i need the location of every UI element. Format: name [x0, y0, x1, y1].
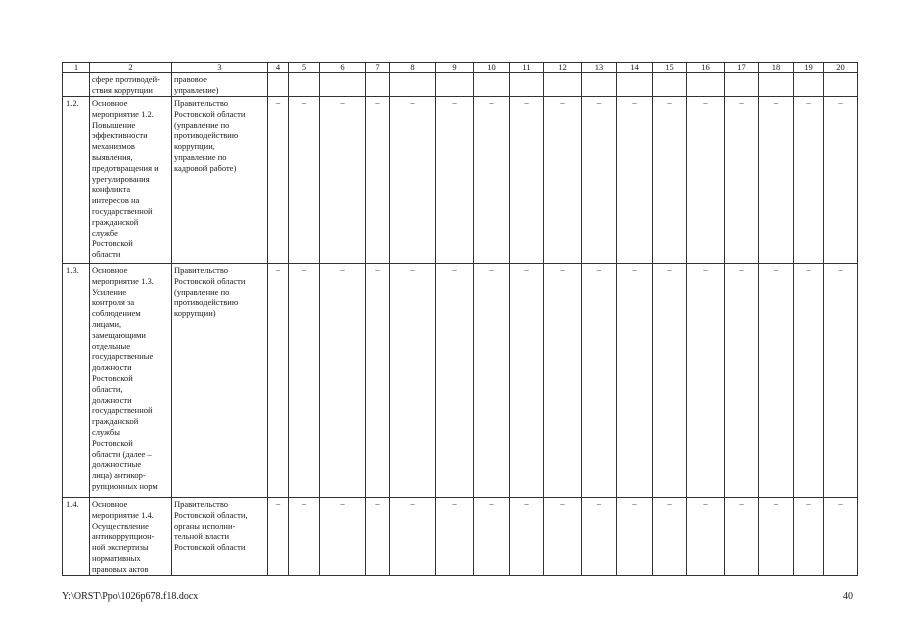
header-cell: 10 [474, 63, 510, 73]
value-cell [582, 73, 617, 97]
value-cell: – [725, 97, 759, 264]
executor-cell: Правительство Ростовской области, органы исполни- тельной власти Ростовской области [172, 498, 268, 576]
value-cell: – [544, 264, 582, 498]
row-number-cell: 1.4. [63, 498, 90, 576]
value-cell: – [582, 264, 617, 498]
header-cell: 9 [436, 63, 474, 73]
value-cell: – [687, 97, 725, 264]
value-cell: – [474, 498, 510, 576]
value-cell [653, 73, 687, 97]
header-cell: 11 [510, 63, 544, 73]
value-cell: – [268, 498, 289, 576]
value-cell: – [544, 97, 582, 264]
value-cell: – [824, 498, 858, 576]
value-cell: – [289, 264, 320, 498]
value-cell [474, 73, 510, 97]
row-number-cell: 1.3. [63, 264, 90, 498]
header-cell: 15 [653, 63, 687, 73]
activity-name-cell: Основное мероприятие 1.2. Повышение эффективности механизмов выявления, предотвращения и урегулирования конфликта интересов на государственной гражданской службе Ростовской области [90, 97, 172, 264]
value-cell [725, 73, 759, 97]
executor-cell: Правительство Ростовской области (управление по противодействию коррупции, управление по кадровой работе) [172, 97, 268, 264]
value-cell: – [794, 498, 824, 576]
value-cell [510, 73, 544, 97]
value-cell: – [687, 264, 725, 498]
value-cell: – [289, 97, 320, 264]
value-cell [436, 73, 474, 97]
header-cell: 6 [320, 63, 366, 73]
executor-cell: правовое управление) [172, 73, 268, 97]
column-number-header [63, 63, 858, 73]
header-cell: 1 [63, 63, 90, 73]
value-cell: – [390, 97, 436, 264]
header-cell: 14 [617, 63, 653, 73]
header-cell: 5 [289, 63, 320, 73]
row-number-cell: 1.2. [63, 97, 90, 264]
value-cell: – [794, 264, 824, 498]
value-cell: – [268, 264, 289, 498]
table-row [63, 73, 858, 97]
header-cell: 18 [759, 63, 794, 73]
value-cell: – [759, 264, 794, 498]
value-cell: – [617, 264, 653, 498]
header-cell: 4 [268, 63, 289, 73]
header-cell: 19 [794, 63, 824, 73]
value-cell [759, 73, 794, 97]
value-cell [794, 73, 824, 97]
value-cell: – [759, 498, 794, 576]
value-cell: – [474, 264, 510, 498]
value-cell [687, 73, 725, 97]
header-cell: 12 [544, 63, 582, 73]
header-cell: 2 [90, 63, 172, 73]
value-cell: – [653, 97, 687, 264]
value-cell: – [824, 264, 858, 498]
value-cell: – [725, 498, 759, 576]
value-cell: – [390, 498, 436, 576]
value-cell [289, 73, 320, 97]
value-cell: – [582, 498, 617, 576]
value-cell: – [759, 97, 794, 264]
value-cell: – [436, 498, 474, 576]
executor-cell: Правительство Ростовской области (управление по противодействию коррупции) [172, 264, 268, 498]
document-table [62, 62, 858, 576]
page-number: 40 [843, 591, 853, 602]
header-cell: 17 [725, 63, 759, 73]
activity-name-cell: Основное мероприятие 1.3. Усиление контроля за соблюдением лицами, замещающими отдельные государственные должности Ростовской области, должности государственной гражданской службы Ростовской области (далее – должностные лица) антикор- рупционных норм [90, 264, 172, 498]
table-row [63, 264, 858, 498]
activity-name-cell: Основное мероприятие 1.4. Осуществление антикоррупцион- ной экспертизы нормативных правовых актов [90, 498, 172, 576]
value-cell: – [390, 264, 436, 498]
table-body [63, 63, 858, 576]
value-cell: – [366, 498, 390, 576]
header-cell: 16 [687, 63, 725, 73]
value-cell: – [617, 498, 653, 576]
value-cell: – [544, 498, 582, 576]
value-cell: – [653, 498, 687, 576]
header-cell: 20 [824, 63, 858, 73]
value-cell [268, 73, 289, 97]
value-cell: – [436, 97, 474, 264]
row-number-cell [63, 73, 90, 97]
value-cell: – [653, 264, 687, 498]
file-path: Y:\ORST\Ppo\1026p678.f18.docx [62, 591, 199, 602]
value-cell: – [725, 264, 759, 498]
header-cell: 3 [172, 63, 268, 73]
value-cell: – [474, 97, 510, 264]
activity-name-cell: сфере противодей- ствия коррупции [90, 73, 172, 97]
value-cell: – [510, 498, 544, 576]
value-cell: – [687, 498, 725, 576]
value-cell: – [510, 264, 544, 498]
value-cell: – [436, 264, 474, 498]
value-cell: – [320, 97, 366, 264]
value-cell: – [366, 264, 390, 498]
value-cell [544, 73, 582, 97]
value-cell: – [617, 97, 653, 264]
value-cell: – [320, 264, 366, 498]
table-row [63, 97, 858, 264]
value-cell: – [366, 97, 390, 264]
header-cell: 13 [582, 63, 617, 73]
value-cell [320, 73, 366, 97]
header-cell: 8 [390, 63, 436, 73]
value-cell: – [582, 97, 617, 264]
value-cell: – [320, 498, 366, 576]
value-cell [390, 73, 436, 97]
value-cell [366, 73, 390, 97]
value-cell: – [289, 498, 320, 576]
header-cell: 7 [366, 63, 390, 73]
value-cell: – [510, 97, 544, 264]
value-cell [617, 73, 653, 97]
value-cell: – [794, 97, 824, 264]
value-cell: – [824, 97, 858, 264]
table-row [63, 498, 858, 576]
value-cell [824, 73, 858, 97]
value-cell: – [268, 97, 289, 264]
